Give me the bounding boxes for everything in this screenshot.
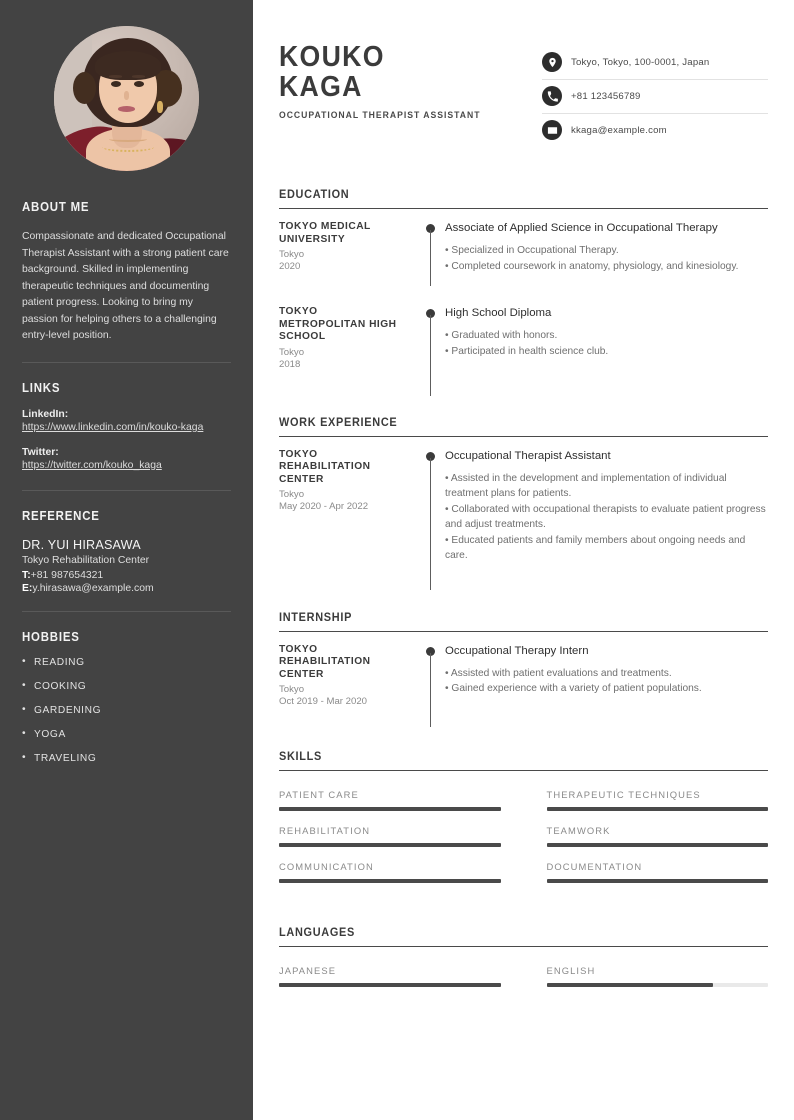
sidebar bbox=[0, 0, 253, 1120]
first-name: KOUKO bbox=[279, 41, 385, 73]
bullet: • Graduated with honors. bbox=[445, 330, 558, 341]
internship-section bbox=[279, 610, 768, 708]
languages-grid bbox=[279, 951, 768, 987]
organization: TOKYO REHABILITATION CENTER bbox=[279, 643, 371, 680]
contact-email: kkaga@example.com bbox=[571, 124, 667, 136]
internship-entry bbox=[279, 644, 768, 708]
divider bbox=[22, 611, 231, 612]
language-label: ENGLISH bbox=[546, 965, 596, 976]
role-title: Occupational Therapist Assistant bbox=[445, 449, 611, 462]
language-bar-fill bbox=[279, 983, 501, 987]
bullet: • Assisted in the development and implementation of individual treatment plans for patients. bbox=[445, 472, 727, 499]
skills-section bbox=[279, 749, 768, 883]
twitter-url[interactable]: https://twitter.com/kouko_kaga bbox=[22, 459, 162, 471]
bullet-list bbox=[445, 666, 768, 697]
skill-label: DOCUMENTATION bbox=[546, 861, 643, 872]
location: Tokyo bbox=[279, 249, 305, 260]
bullet-list bbox=[445, 328, 768, 359]
organization: TOKYO METROPOLITAN HIGH SCHOOL bbox=[279, 306, 397, 342]
timeline-marker bbox=[419, 449, 443, 564]
about-heading: ABOUT ME bbox=[22, 199, 90, 214]
envelope-icon bbox=[542, 120, 562, 140]
reference-name: DR. YUI HIRASAWA bbox=[22, 537, 141, 552]
hobbies-heading: HOBBIES bbox=[22, 628, 80, 644]
last-name: KAGA bbox=[279, 71, 363, 103]
location: Tokyo bbox=[279, 684, 305, 695]
language-item bbox=[279, 951, 501, 987]
skill-item bbox=[547, 811, 769, 847]
entry-meta bbox=[279, 449, 419, 564]
entry-meta bbox=[279, 306, 419, 370]
organization: TOKYO MEDICAL UNIVERSITY bbox=[279, 221, 371, 245]
bullet-list bbox=[445, 243, 768, 274]
avatar bbox=[54, 26, 199, 171]
phone-icon bbox=[542, 86, 562, 106]
linkedin-label: LinkedIn: bbox=[22, 408, 69, 420]
language-label: JAPANESE bbox=[279, 965, 337, 976]
reference-email-label: E: bbox=[22, 582, 33, 594]
section-rule bbox=[279, 946, 768, 947]
contact-address-row bbox=[542, 46, 768, 80]
resume-header bbox=[279, 42, 768, 147]
bullet: • Specialized in Occupational Therapy. bbox=[445, 245, 619, 256]
skill-bar-fill bbox=[279, 879, 501, 883]
list-item: • TRAVELING bbox=[22, 753, 231, 764]
skill-label: COMMUNICATION bbox=[279, 861, 374, 872]
skills-grid bbox=[279, 775, 768, 883]
timeline-line bbox=[430, 653, 431, 728]
contact-phone-row bbox=[542, 80, 768, 114]
skill-bar-track bbox=[279, 879, 501, 883]
location: Tokyo bbox=[279, 346, 305, 358]
language-bar-fill bbox=[547, 983, 713, 987]
organization: TOKYO REHABILITATION CENTER bbox=[279, 448, 371, 485]
skill-item bbox=[279, 811, 501, 847]
language-bar-track bbox=[279, 983, 501, 987]
link-item[interactable] bbox=[22, 447, 231, 473]
list-item: • READING bbox=[22, 657, 231, 668]
dates: Oct 2019 - Mar 2020 bbox=[279, 696, 367, 707]
bullet: • Collaborated with occupational therapists to evaluate patient progress and adjust treatments. bbox=[445, 503, 766, 530]
skill-item bbox=[279, 847, 501, 883]
section-rule bbox=[279, 208, 768, 209]
work-experience-heading: WORK EXPERIENCE bbox=[279, 414, 398, 429]
bullet: • Completed coursework in anatomy, physiology, and kinesiology. bbox=[445, 260, 739, 272]
education-entry bbox=[279, 306, 768, 370]
contact-list bbox=[542, 46, 768, 147]
timeline-marker bbox=[419, 221, 443, 274]
reference-phone-label: T: bbox=[22, 569, 31, 581]
links-heading: LINKS bbox=[22, 379, 61, 395]
education-entry bbox=[279, 221, 768, 274]
bullet-list bbox=[445, 471, 768, 564]
dates: 2020 bbox=[279, 261, 301, 272]
skill-item bbox=[547, 847, 769, 883]
links-section bbox=[22, 380, 231, 473]
location: Tokyo bbox=[279, 489, 305, 500]
timeline-line bbox=[430, 458, 431, 590]
reference-phone: +81 987654321 bbox=[30, 569, 104, 581]
profile-photo bbox=[54, 26, 199, 171]
name-block bbox=[279, 42, 503, 121]
hobbies-section bbox=[22, 629, 231, 764]
languages-heading: LANGUAGES bbox=[279, 925, 356, 939]
list-item: • COOKING bbox=[22, 681, 231, 692]
education-section bbox=[279, 187, 768, 370]
skills-heading: SKILLS bbox=[279, 749, 322, 763]
divider bbox=[22, 490, 231, 491]
contact-phone: +81 123456789 bbox=[571, 90, 641, 102]
entry-meta bbox=[279, 221, 419, 274]
entry-meta bbox=[279, 644, 419, 708]
role-title: Occupational Therapy Intern bbox=[445, 644, 589, 657]
section-rule bbox=[279, 770, 768, 771]
skill-label: REHABILITATION bbox=[279, 825, 371, 836]
reference-organization: Tokyo Rehabilitation Center bbox=[22, 554, 150, 566]
role-title: High School Diploma bbox=[445, 307, 552, 319]
skill-label: THERAPEUTIC TECHNIQUES bbox=[546, 789, 701, 800]
bullet: • Participated in health science club. bbox=[445, 345, 609, 357]
language-item bbox=[547, 951, 769, 987]
location-pin-icon bbox=[542, 52, 562, 72]
work-entry bbox=[279, 449, 768, 564]
contact-email-row bbox=[542, 114, 768, 147]
contact-address: Tokyo, Tokyo, 100-0001, Japan bbox=[571, 56, 710, 68]
section-rule bbox=[279, 631, 768, 632]
link-item[interactable] bbox=[22, 409, 231, 435]
timeline-line bbox=[430, 315, 431, 396]
section-rule bbox=[279, 436, 768, 437]
list-item: • GARDENING bbox=[22, 705, 231, 716]
languages-section bbox=[279, 925, 768, 987]
entry-detail bbox=[443, 306, 768, 370]
role-title: Associate of Applied Science in Occupational Therapy bbox=[445, 222, 718, 234]
reference-phone-row bbox=[22, 570, 231, 581]
dates: 2018 bbox=[279, 358, 301, 370]
main-content bbox=[253, 0, 794, 1120]
skill-item bbox=[279, 775, 501, 811]
about-text: Compassionate and dedicated Occupational Therapist Assistant with a strong patient care background. Skilled in implementing therapeutic techniques and documenting patient progress. Looking to bring my passion for helping others to a challenging entry-level position. bbox=[22, 231, 229, 341]
entry-detail bbox=[443, 221, 768, 274]
work-experience-section bbox=[279, 415, 768, 564]
reference-email: y.hirasawa@example.com bbox=[32, 582, 154, 594]
skill-label: PATIENT CARE bbox=[279, 789, 359, 800]
education-heading: EDUCATION bbox=[279, 187, 350, 201]
language-bar-track bbox=[547, 983, 769, 987]
bullet: • Educated patients and family members about ongoing needs and care. bbox=[445, 534, 746, 561]
list-item: • YOGA bbox=[22, 729, 231, 740]
bullet: • Assisted with patient evaluations and treatments. bbox=[445, 667, 672, 679]
linkedin-url[interactable]: https://www.linkedin.com/in/kouko-kaga bbox=[22, 421, 204, 433]
divider bbox=[22, 362, 231, 363]
twitter-label: Twitter: bbox=[22, 446, 59, 458]
internship-heading: INTERNSHIP bbox=[279, 609, 353, 624]
reference-email-row bbox=[22, 583, 231, 594]
dates: May 2020 - Apr 2022 bbox=[279, 501, 369, 512]
about-section bbox=[22, 199, 231, 345]
entry-detail bbox=[443, 449, 768, 564]
job-title: OCCUPATIONAL THERAPIST ASSISTANT bbox=[279, 110, 481, 121]
skill-item bbox=[547, 775, 769, 811]
reference-section bbox=[22, 508, 231, 594]
entry-detail bbox=[443, 644, 768, 708]
timeline-marker bbox=[419, 306, 443, 370]
skill-label: TEAMWORK bbox=[546, 825, 611, 836]
timeline-marker bbox=[419, 644, 443, 708]
bullet: • Gained experience with a variety of patient populations. bbox=[445, 683, 702, 694]
timeline-line bbox=[430, 230, 431, 286]
reference-heading: REFERENCE bbox=[22, 507, 100, 523]
skill-bar-track bbox=[547, 879, 769, 883]
skill-bar-fill bbox=[547, 879, 769, 883]
